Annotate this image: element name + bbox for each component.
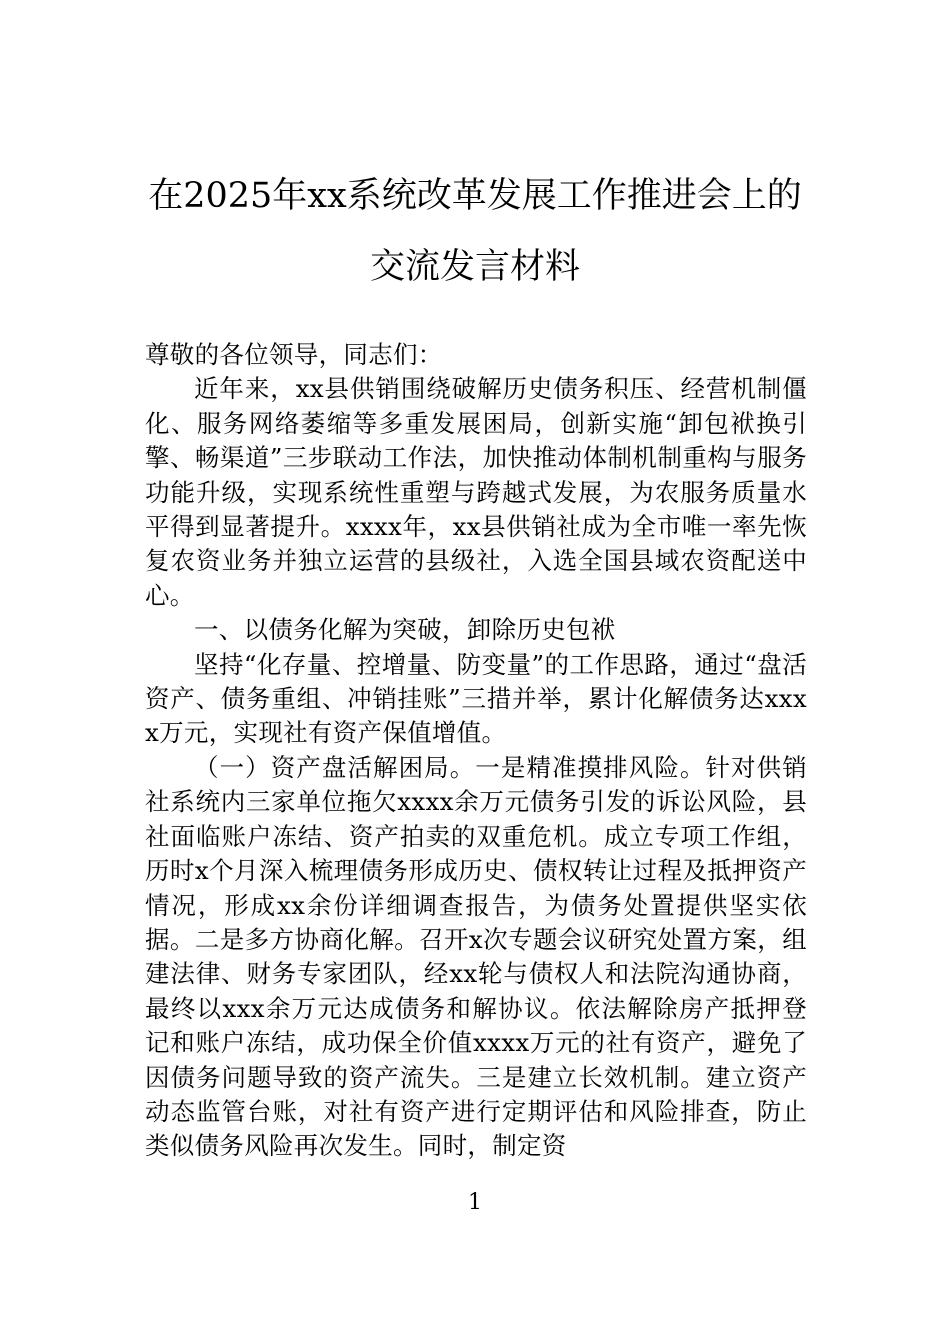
paragraph-subsection-1: （一）资产盘活解困局。一是精准摸排风险。针对供销社系统内三家单位拖欠xxxx余万元债务引发的诉讼风险，县社面临账户冻结、资产拍卖的双重危机。成立专项工作组，历时x个月深入梳理债务形成历史、债权转让过程及抵押资产情况，形成xx余份详细调查报告，为债务处置提供坚实依据。二是多方协商化解。召开x次专题会议研究处置方案，组建法律、财务专家团队，经xx轮与债权人和法院沟通协商，最终以xxx余万元达成债务和解协议。依法解除房产抵押登记和账户冻结，成功保全价值xxxx万元的社有资产，避免了因债务问题导致的资产流失。三是建立长效机制。建立资产动态监管台账，对社有资产进行定期评估和风险排查，防止类似债务风险再次发生。同时，制定资 bbox=[145, 752, 807, 1161]
section-heading-1: 一、以债务化解为突破，卸除历史包袱 bbox=[194, 615, 616, 645]
salutation: 尊敬的各位领导，同志们： bbox=[145, 340, 443, 369]
paragraph-section-1: 坚持“化存量、控增量、防变量”的工作思路，通过“盘活资产、债务重组、冲销挂账”三措并举，累计化解债务达xxxx万元，实现社有资产保值增值。 bbox=[145, 649, 807, 748]
document-body bbox=[145, 338, 807, 1164]
paragraph-intro: 近年来，xx县供销围绕破解历史债务积压、经营机制僵化、服务网络萎缩等多重发展困局，创新实施“卸包袱换引擎、畅渠道”三步联动工作法，加快推动体制机制重构与服务功能升级，实现系统性重塑与跨越式发展，为农服务质量水平得到显著提升。xxxx年，xx县供销社成为全市唯一率先恢复农资业务并独立运营的县级社，入选全国县域农资配送中心。 bbox=[145, 374, 807, 610]
document-title-line-1: 在2025年xx系统改革发展工作推进会上的 bbox=[148, 176, 802, 216]
document-title-line-2: 交流发言材料 bbox=[369, 247, 580, 287]
page-number: 1 bbox=[468, 1190, 482, 1215]
